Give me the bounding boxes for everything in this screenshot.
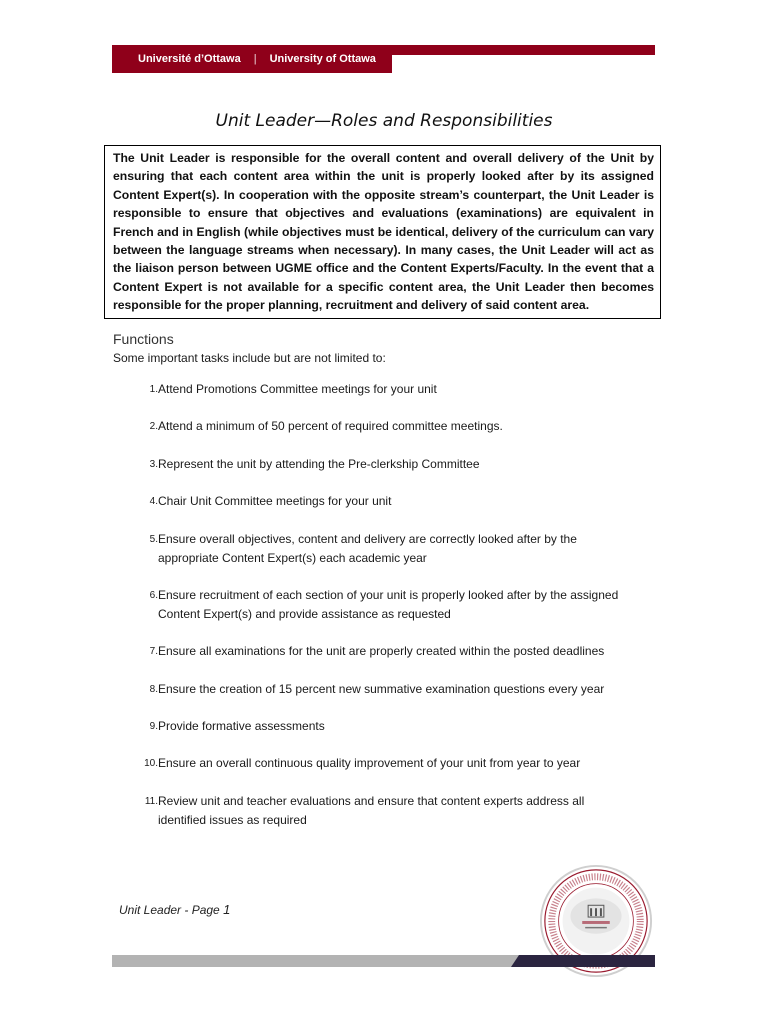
intro-text: Some important tasks include but are not limited to: xyxy=(113,351,386,365)
university-name-en: University of Ottawa xyxy=(269,53,376,65)
functions-heading: Functions xyxy=(113,331,174,347)
list-item xyxy=(113,492,633,511)
header-separator: | xyxy=(253,53,257,65)
list-text-line: appropriate Content Expert(s) each academic year xyxy=(158,551,427,565)
list-number: 2. xyxy=(149,421,158,432)
footer-rule-accent xyxy=(511,955,655,967)
list-number: 4. xyxy=(149,496,158,507)
list-number: 11. xyxy=(144,796,158,807)
list-number: 1. xyxy=(149,384,158,395)
list-number: 5. xyxy=(149,534,158,545)
list-text-line: Attend Promotions Committee meetings for your unit xyxy=(158,382,437,396)
list-text-line: identified issues as required xyxy=(158,813,307,827)
footer-label: Unit Leader - Page xyxy=(119,903,224,917)
list-number: 8. xyxy=(149,684,158,695)
list-text-line: Ensure overall objectives, content and delivery are correctly looked after by the xyxy=(158,532,577,546)
list-text-line: Ensure an overall continuous quality improvement of your unit from year to year xyxy=(158,756,581,770)
list-text-line: Ensure all examinations for the unit are properly created within the posted deadlines xyxy=(158,644,605,658)
list-number: 6. xyxy=(149,590,158,601)
list-text-line: Content Expert(s) and provide assistance as requested xyxy=(158,607,451,621)
document-title: Unit Leader—Roles and Responsibilities xyxy=(215,111,553,131)
list-text-line: Ensure recruitment of each section of your unit is properly looked after by the assigned xyxy=(158,588,619,602)
summary-text: The Unit Leader is responsible for the overall content and overall delivery of the Unit by ensuring that each content area within the unit is properly looked after by its assigned Content Expert(s). In cooperation with the opposite stream’s counterpart, the Unit Leader is responsible to ensure that objectives and evaluations (examinations) are equivalent in French and in English (while objectives must be identical, delivery of the curriculum can vary between the language streams when necessary). In many cases, the Unit Leader will act as the liaison person between UGME office and the Content Experts/Faculty. In the event that a Content Expert is not available for a specific content area, the Unit Leader then becomes responsible for the proper planning, recruitment and delivery of said content area. xyxy=(113,151,654,313)
list-item xyxy=(113,680,633,699)
list-item xyxy=(113,586,633,624)
list-number: 3. xyxy=(149,459,158,470)
list-item xyxy=(113,455,633,474)
list-item xyxy=(113,417,633,436)
list-text-line: Ensure the creation of 15 percent new summative examination questions every year xyxy=(158,682,605,696)
list-text-line: Review unit and teacher evaluations and ensure that content experts address all xyxy=(158,794,585,808)
list-item xyxy=(113,717,633,736)
university-name-fr: Université d’Ottawa xyxy=(138,53,241,65)
list-number: 9. xyxy=(149,721,158,732)
list-item xyxy=(113,642,633,661)
page-number: 1 xyxy=(223,902,231,917)
list-number: 10. xyxy=(144,758,158,769)
page-footer-label xyxy=(119,902,230,917)
list-text-line: Represent the unit by attending the Pre-clerkship Committee xyxy=(158,457,480,471)
list-item xyxy=(113,530,633,568)
list-text-line: Provide formative assessments xyxy=(158,719,325,733)
university-header xyxy=(112,45,392,73)
list-text-line: Attend a minimum of 50 percent of required committee meetings. xyxy=(158,419,503,433)
list-item xyxy=(113,380,633,399)
summary-box xyxy=(104,145,661,319)
list-text-line: Chair Unit Committee meetings for your unit xyxy=(158,494,392,508)
list-item xyxy=(113,754,633,773)
list-item xyxy=(113,792,633,830)
list-number: 7. xyxy=(149,646,158,657)
